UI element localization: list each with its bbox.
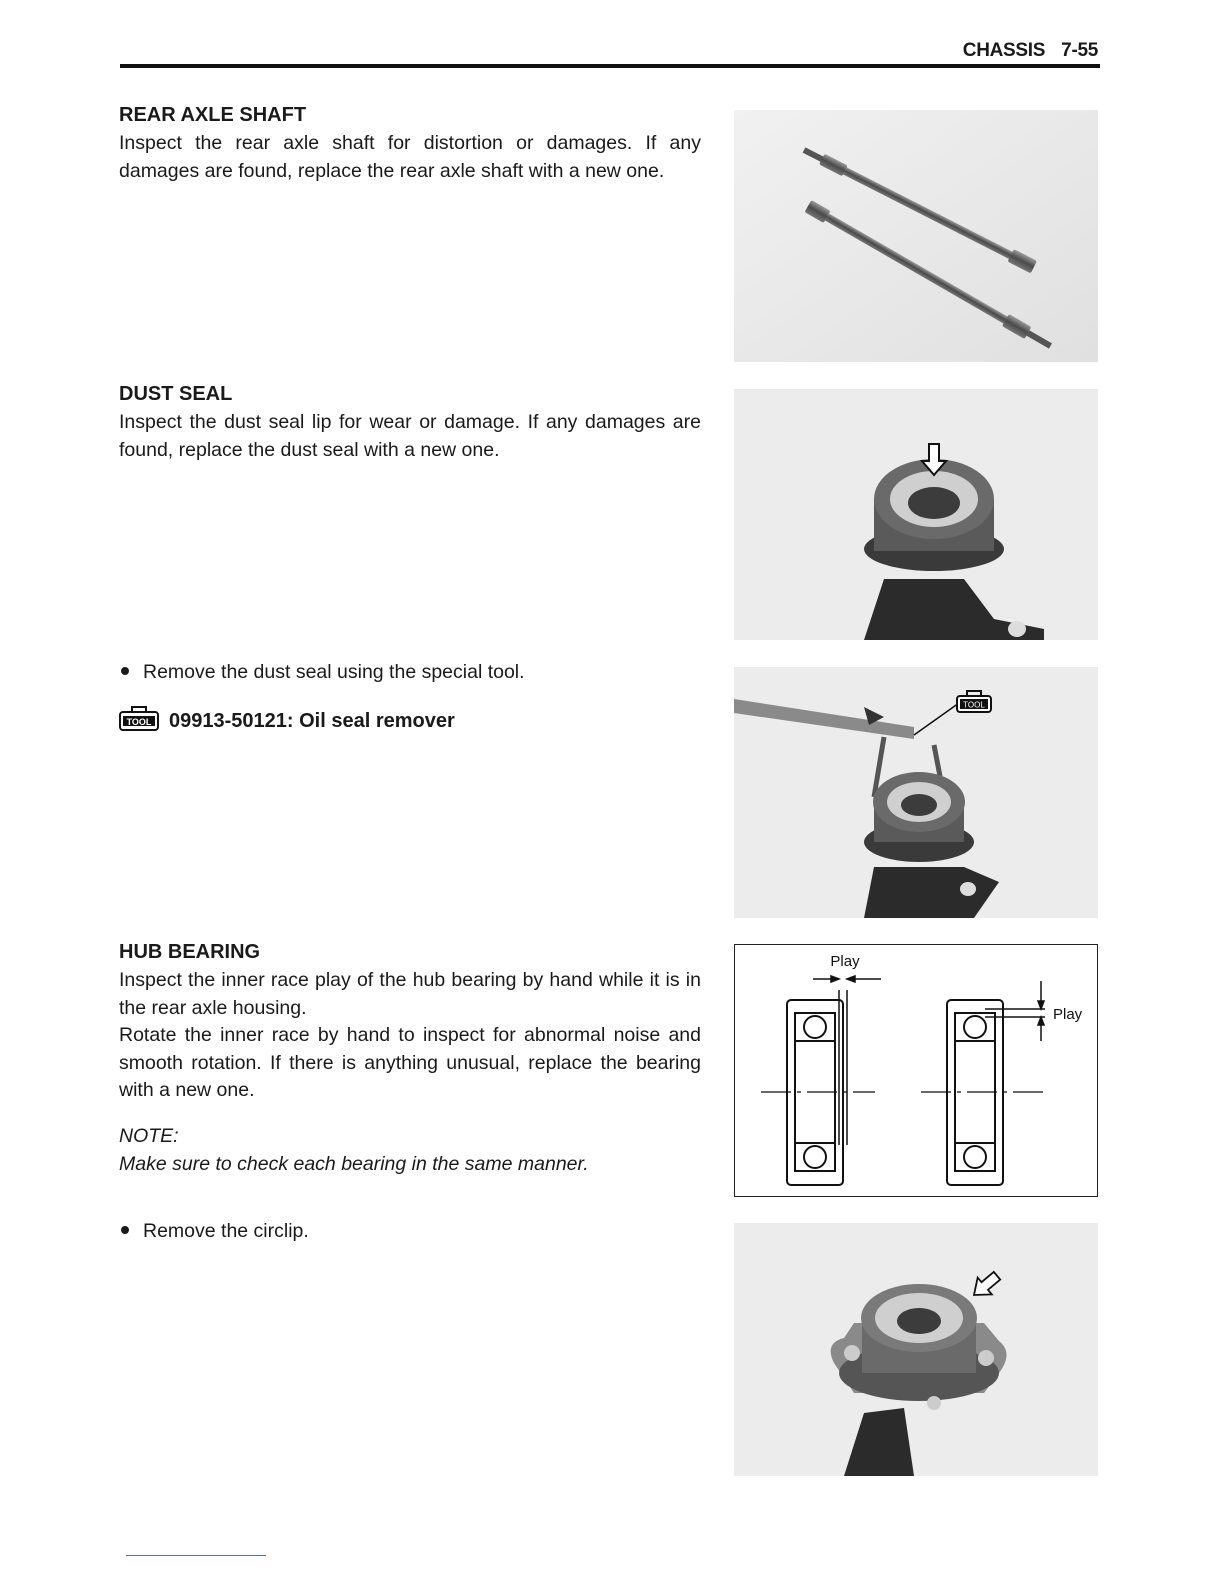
note-text: Make sure to check each bearing in the same manner. [119, 1153, 589, 1175]
dust-seal-photo [734, 389, 1098, 640]
rear-axle-shaft-photo [734, 110, 1098, 362]
tool-icon [119, 705, 159, 737]
header-rule [120, 64, 1100, 68]
play-label-top: Play [830, 953, 860, 970]
hub-bearing-text-1: Inspect the inner race play of the hub bearing by hand while it is in the rear axle housing. [119, 969, 701, 1019]
hub-bearing-heading: HUB BEARING [119, 941, 261, 963]
rear-axle-shaft-heading: REAR AXLE SHAFT [119, 104, 307, 126]
play-label-right: Play [1053, 1006, 1083, 1023]
bearing-play-diagram [734, 944, 1098, 1197]
dust-seal-heading: DUST SEAL [119, 383, 233, 405]
footer-link-line [126, 1555, 266, 1556]
bullet-dot [121, 667, 129, 675]
bullet-dot [121, 1226, 129, 1234]
oil-seal-remover-photo [734, 667, 1098, 918]
circlip-photo [734, 1223, 1098, 1476]
section-title: CHASSIS [962, 40, 1046, 61]
rear-axle-shaft-text: Inspect the rear axle shaft for distortion or damages. If any damages are found, replace the rear axle shaft with a new one. [119, 132, 701, 182]
dust-seal-bullet [119, 661, 525, 684]
tool-code: 09913-50121: Oil seal remover [169, 709, 455, 732]
dust-seal-bullet-text: Remove the dust seal using the special tool. [143, 661, 525, 683]
page-header [963, 40, 1098, 62]
special-tool-line [119, 705, 455, 737]
svg-text:TOOL: TOOL [126, 717, 152, 727]
hub-bearing-text-2: Rotate the inner race by hand to inspect for abnormal noise and smooth rotation. If there is anything unusual, replace the bearing with a new one. [119, 1024, 701, 1101]
dust-seal-text: Inspect the dust seal lip for wear or damage. If any damages are found, replace the dust seal with a new one. [119, 411, 701, 461]
circlip-bullet-text: Remove the circlip. [143, 1220, 309, 1242]
svg-text:TOOL: TOOL [963, 700, 985, 710]
circlip-bullet [119, 1220, 309, 1243]
page-number: 7-55 [1061, 40, 1098, 61]
note-label: NOTE: [119, 1125, 179, 1147]
